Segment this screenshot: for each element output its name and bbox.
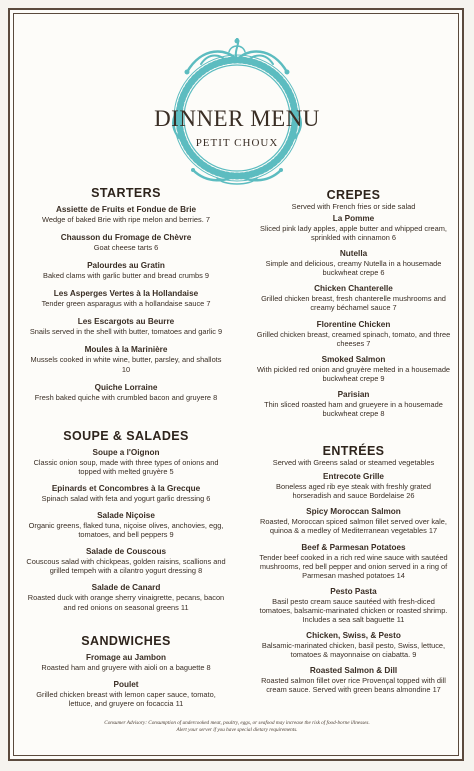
menu-item [256, 543, 451, 580]
item-description: Mussels cooked in white wine, butter, parsley, and shallots 10 [30, 355, 222, 374]
menu-item [26, 317, 226, 336]
item-name: Epinards et Concombres à la Grecque [51, 483, 201, 493]
section-heading-entrees: ENTRÉES [322, 444, 385, 459]
menu-item [256, 390, 451, 418]
item-name: Roasted Salmon & Dill [309, 666, 398, 676]
item-description: Sliced pink lady apples, apple butter and whipped cream, sprinkled with cinnamon 6 [260, 224, 447, 243]
item-description: Goat cheese tarts 6 [93, 243, 159, 253]
section-heading-sandwiches: SANDWICHES [81, 633, 171, 648]
menu-item [256, 507, 451, 535]
item-name: Assiette de Fruits et Fondue de Brie [55, 205, 197, 214]
menu-item [256, 472, 451, 500]
item-description: Couscous salad with chickpeas, golden raisins, scallions and grilled tempeh with a cilantro yogurt dressing 8 [26, 557, 226, 576]
item-description: Grilled chicken breast, fresh chanterelle mushrooms and creamy béchamel sauce 7 [261, 294, 446, 313]
menu-item [26, 205, 226, 224]
item-name: Parisian [337, 389, 370, 399]
item-name: La Pomme [332, 214, 375, 223]
item-description: Tender green asparagus with a hollandaise sauce 7 [41, 299, 211, 309]
menu-item [26, 511, 226, 539]
menu-item [256, 320, 451, 348]
item-name: Salade Niçoise [97, 511, 155, 521]
menu-item [26, 653, 226, 672]
menu-item [26, 484, 226, 503]
item-description: Snails served in the shell with butter, tomatoes and garlic 9 [29, 327, 223, 337]
item-name: Chicken Chanterelle [314, 284, 393, 294]
menu-title: DINNER MENU [154, 106, 320, 131]
item-description: Baked clams with garlic butter and bread crumbs 9 [43, 271, 209, 281]
item-description: Roasted salmon fillet over rice Provençal topped with dill cream sauce. Served with green beans almondine 17 [261, 676, 446, 695]
item-description: Fresh baked quiche with crumbled bacon and gruyere 8 [34, 392, 218, 402]
item-name: Palourdes au Gratin [87, 261, 165, 271]
item-description: Grilled chicken breast with lemon caper sauce, tomato, lettuce, and gruyere on focaccia 11 [36, 689, 216, 708]
menu-item [26, 583, 226, 611]
item-description: Roasted duck with orange sherry vinaigrette, pecans, bacon and red onions on seasonal greens 11 [27, 593, 225, 612]
menu-item [26, 383, 226, 402]
advisory-line: Consumer Advisory: Consumption of undercooked meat, poultry, eggs, or seafood may increase the risk of food-borne illnesses. [104, 720, 370, 726]
item-name: Nutella [339, 249, 368, 259]
menu-item [26, 261, 226, 280]
section-note-entrees: Served with Greens salad or steamed vegetables [272, 458, 435, 468]
menu-item [256, 587, 451, 624]
item-name: Quiche Lorraine [94, 382, 158, 392]
right-column [256, 188, 451, 694]
menu-item [256, 284, 451, 312]
menu-item [26, 680, 226, 708]
menu-item [26, 345, 226, 373]
item-description: Wedge of baked Brie with ripe melon and berries. 7 [42, 215, 210, 224]
item-name: Moules à la Marinière [84, 345, 168, 355]
menu-item [256, 631, 451, 659]
menu-item [256, 214, 451, 242]
menu-item [26, 233, 226, 252]
item-name: Salade de Canard [91, 583, 161, 593]
item-name: Poulet [113, 679, 139, 689]
section-heading-soups: SOUPE & SALADES [63, 428, 189, 443]
section-heading-starters: STARTERS [91, 186, 161, 200]
menu-item [26, 289, 226, 308]
item-description: Grilled chicken breast, creamed spinach, tomato, and three cheeses 7 [256, 329, 451, 348]
consumer-advisory [40, 720, 434, 734]
menu-item [256, 249, 451, 277]
item-description: Basil pesto cream sauce sautéed with fresh-diced tomatoes, balsamic-marinated chicken or roasted shrimp. Includes a sea salt baguette 11 [259, 596, 448, 624]
advisory-line: Alert your server if you have special dietary requirements. [176, 727, 298, 733]
menu-item [26, 547, 226, 575]
item-description: Roasted ham and gruyere with aioli on a baguette 8 [41, 662, 211, 672]
item-name: Spicy Moroccan Salmon [306, 507, 401, 517]
item-name: Entrecote Grille [323, 472, 384, 482]
item-name: Pesto Pasta [330, 586, 377, 596]
item-name: Smoked Salmon [321, 354, 386, 364]
item-description: Thin sliced roasted ham and grueyere in a housemade buckwheat crepe 8 [264, 399, 443, 419]
item-name: Salade de Couscous [85, 547, 167, 557]
menu-item [26, 448, 226, 476]
item-description: Roasted, Moroccan spiced salmon fillet served over kale, quinoa & a medley of Mediterranean vegetables 17 [260, 517, 447, 536]
restaurant-name: PETIT CHOUX [195, 137, 279, 149]
item-name: Les Asperges Vertes à la Hollandaise [53, 289, 199, 299]
item-description: Classic onion soup, made with three types of onions and topped with melted gruyère 5 [33, 457, 219, 476]
item-description: Simple and delicious, creamy Nutella in a housemade buckwheat crepe 6 [265, 259, 442, 278]
item-name: Les Escargots au Beurre [77, 317, 175, 327]
item-description: Balsamic-marinated chicken, basil pesto, Swiss, lettuce, tomatoes & mayonnaise on ciabatta. 9 [261, 641, 446, 660]
menu-item [256, 666, 451, 694]
item-name: Chicken, Swiss, & Pesto [306, 631, 401, 641]
item-description: Spinach salad with feta and yogurt garlic dressing 6 [41, 493, 211, 503]
item-name: Beef & Parmesan Potatoes [301, 542, 406, 552]
item-name: Soupe a l'Oignon [92, 447, 160, 457]
item-description: Organic greens, flaked tuna, niçoise olives, anchovies, egg, tomatoes, and bell peppers 9 [28, 521, 224, 540]
left-column [26, 186, 226, 708]
item-description: Tender beef cooked in a rich red wine sauce with sautéed mushrooms, red bell pepper and onion served in a ring of Parmesan mashed potatoes 14 [259, 552, 448, 580]
section-note-crepes: Served with French fries or side salad [291, 202, 416, 211]
menu-item [256, 355, 451, 383]
item-description: With pickled red onion and gruyère melted in a housemade buckwheat crepe 9 [256, 364, 451, 383]
item-name: Florentine Chicken [316, 319, 391, 329]
section-heading-crepes: CREPES [326, 188, 381, 202]
item-name: Chausson du Fromage de Chèvre [60, 233, 192, 243]
item-description: Boneless aged rib eye steak with freshly grated horseradish and sauce Bordelaise 26 [276, 482, 431, 501]
item-name: Fromage au Jambon [85, 652, 167, 662]
